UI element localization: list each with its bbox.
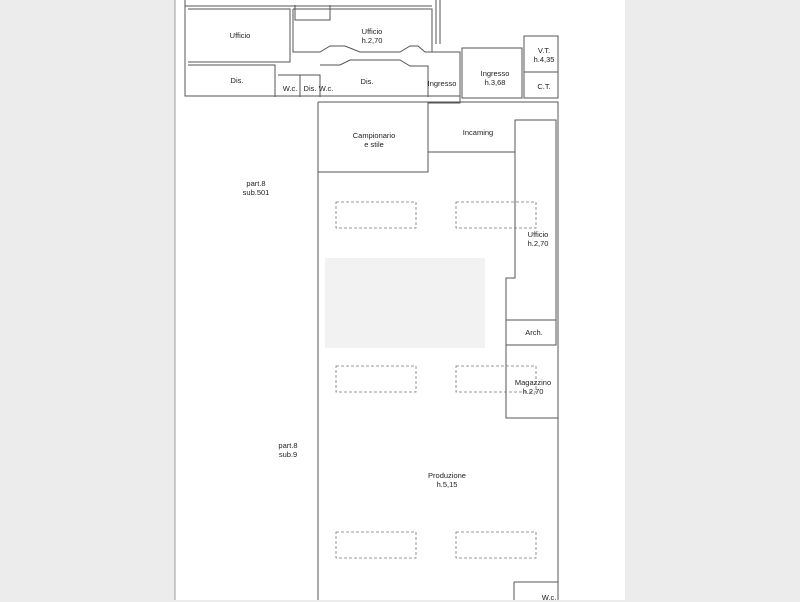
room-label-dis-left: Dis. (230, 76, 244, 85)
equipment-outline (456, 532, 536, 558)
parcel-label-sub501: part.8 sub.501 (242, 179, 270, 197)
watermark (325, 258, 485, 348)
stair-lines (436, 0, 440, 44)
room-label-wc-1: W.c. (282, 84, 298, 93)
room-label-arch: Arch. (525, 328, 543, 337)
room-label-vt: V.T. h.4,35 (533, 46, 555, 64)
room-label-produzione: Produzione h.5,15 (428, 471, 466, 489)
equipment-outline (336, 202, 416, 228)
room-label-ingresso-h: Ingresso h.3,68 (480, 69, 510, 87)
room-label-wc-2: W.c. (318, 84, 334, 93)
equipment-outline (456, 202, 536, 228)
window-recess (295, 5, 330, 20)
ingresso-walls (428, 52, 460, 103)
equipment-outline (336, 366, 416, 392)
room-label-incaming: Incaming (462, 128, 494, 137)
room-label-ufficio-left: Ufficio (229, 31, 251, 40)
room-label-dis-mid: Dis. (360, 77, 374, 86)
room-label-ufficio-mid: Ufficio h.2,70 (361, 27, 383, 45)
room-label-magazzino: Magazzino h.2,70 (514, 378, 552, 396)
room-label-wc-bottom: W.c. (541, 593, 557, 602)
hall-top-right-walls (318, 102, 558, 600)
room-label-ingresso: Ingresso (427, 79, 457, 88)
equipment-outline (336, 532, 416, 558)
room-label-ct: C.T. (537, 82, 551, 91)
room-label-campionario: Campionario e stile (352, 131, 396, 149)
room-label-ufficio-right: Ufficio h.2,70 (527, 230, 549, 248)
parcel-label-sub9: part.8 sub.9 (278, 441, 298, 459)
dis-mid-walls (320, 60, 428, 97)
room-label-dis-small: Dis. (303, 84, 317, 93)
